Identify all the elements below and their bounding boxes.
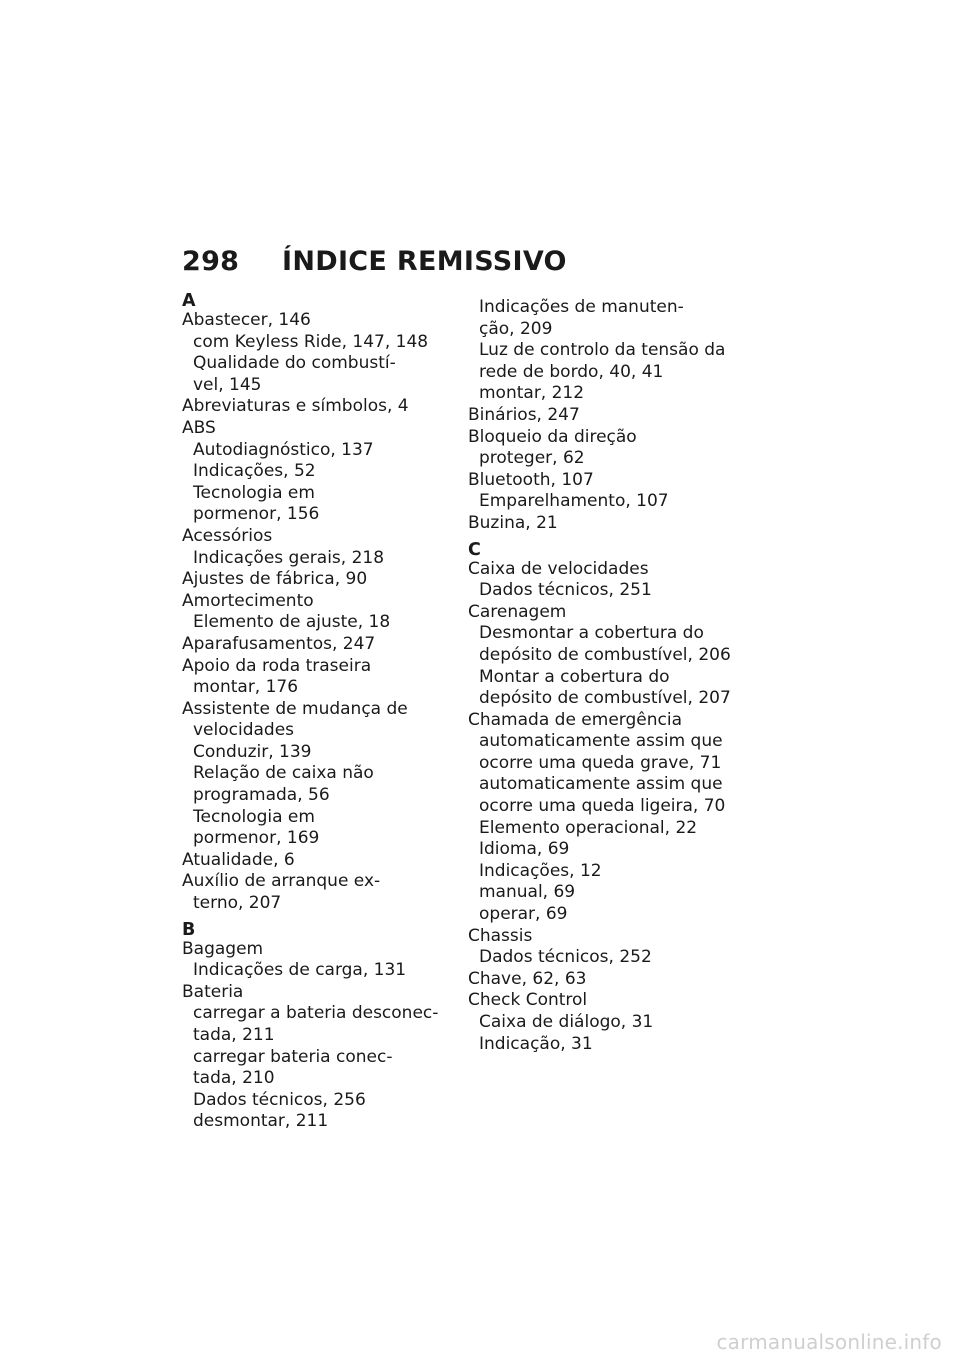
index-subentry: carregar a bateria desconec- — [193, 1003, 439, 1024]
index-section-letter: B — [182, 919, 196, 940]
index-entry: Chave, 62, 63 — [468, 968, 587, 989]
index-subentry: velocidades — [193, 720, 295, 741]
index-subentry: ocorre uma queda grave, 71 — [479, 752, 722, 773]
index-subentry: ção, 209 — [479, 318, 553, 339]
index-section-letter: C — [468, 539, 481, 560]
index-subentry: tada, 210 — [193, 1068, 275, 1089]
index-subentry: automaticamente assim que — [479, 731, 723, 752]
index-subentry: Elemento operacional, 22 — [479, 817, 698, 838]
index-subentry: Tecnologia em — [193, 806, 315, 827]
index-subentry: Tecnologia em — [193, 482, 315, 503]
index-subentry: pormenor, 169 — [193, 828, 320, 849]
index-subentry: Relação de caixa não — [193, 763, 374, 784]
index-entry: Abreviaturas e símbolos, 4 — [182, 396, 409, 417]
index-subentry: ocorre uma queda ligeira, 70 — [479, 796, 726, 817]
index-entry: Carenagem — [468, 601, 567, 622]
index-entry: Auxílio de arranque ex- — [182, 871, 381, 892]
index-subentry: Caixa de diálogo, 31 — [479, 1012, 654, 1032]
index-entry: Chamada de emergência — [468, 709, 682, 730]
index-subentry: desmontar, 211 — [193, 1111, 329, 1132]
index-entry: Binários, 247 — [468, 404, 580, 425]
index-entry: Caixa de velocidades — [468, 558, 649, 579]
index-entry: ABS — [182, 417, 216, 438]
index-subentry: Dados técnicos, 252 — [479, 947, 652, 968]
watermark-text: carmanualsonline.info — [716, 1330, 942, 1354]
index-entry: Bateria — [182, 981, 244, 1002]
index-entry: Assistente de mudança de — [182, 698, 408, 719]
index-entry: Acessórios — [182, 525, 273, 546]
index-subentry: depósito de combustível, 207 — [479, 688, 731, 709]
index-column-right — [468, 297, 748, 1055]
index-subentry: montar, 212 — [479, 383, 585, 404]
index-entry: Bluetooth, 107 — [468, 469, 594, 490]
index-subentry: com Keyless Ride, 147, 148 — [193, 331, 429, 352]
page-title: ÍNDICE REMISSIVO — [282, 246, 567, 277]
index-entry: Chassis — [468, 925, 533, 946]
index-subentry: Qualidade do combustí- — [193, 353, 396, 374]
index-subentry: Luz de controlo da tensão da — [479, 340, 726, 361]
index-subentry: Emparelhamento, 107 — [479, 491, 669, 512]
index-subentry: tada, 211 — [193, 1025, 275, 1045]
index-subentry: montar, 176 — [193, 677, 299, 698]
index-subentry: manual, 69 — [479, 882, 576, 903]
index-subentry: operar, 69 — [479, 904, 568, 925]
index-subentry: Conduzir, 139 — [193, 741, 312, 762]
page-header — [182, 246, 567, 277]
page-number: 298 — [182, 246, 240, 277]
index-subentry: Indicações, 52 — [193, 461, 316, 482]
index-subentry: depósito de combustível, 206 — [479, 644, 731, 665]
index-entry: Check Control — [468, 990, 588, 1011]
index-subentry: vel, 145 — [193, 374, 262, 395]
index-entry: Apoio da roda traseira — [182, 655, 372, 676]
index-section-letter: A — [182, 291, 196, 311]
index-entry: Atualidade, 6 — [182, 849, 295, 870]
index-subentry: Indicações gerais, 218 — [193, 547, 385, 568]
index-subentry: Montar a cobertura do — [479, 666, 670, 687]
index-column-left — [182, 292, 462, 1133]
index-subentry: terno, 207 — [193, 893, 282, 914]
index-subentry: Indicação, 31 — [479, 1033, 593, 1054]
index-entry: Buzina, 21 — [468, 512, 558, 533]
index-subentry: Indicações de manuten- — [479, 297, 684, 317]
index-subentry: Autodiagnóstico, 137 — [193, 439, 374, 460]
index-subentry: rede de bordo, 40, 41 — [479, 361, 664, 382]
index-subentry: automaticamente assim que — [479, 774, 723, 795]
index-subentry: Dados técnicos, 256 — [193, 1089, 366, 1110]
index-subentry: Desmontar a cobertura do — [479, 623, 704, 644]
index-subentry: pormenor, 156 — [193, 504, 320, 525]
index-subentry: programada, 56 — [193, 785, 330, 806]
index-entry: Bagagem — [182, 938, 264, 959]
index-subentry: proteger, 62 — [479, 448, 585, 469]
index-subentry: carregar bateria conec- — [193, 1046, 393, 1067]
index-subentry: Indicações de carga, 131 — [193, 960, 407, 981]
index-entry: Abastecer, 146 — [182, 310, 311, 330]
index-subentry: Indicações, 12 — [479, 860, 602, 881]
index-entry: Aparafusamentos, 247 — [182, 633, 376, 654]
index-subentry: Idioma, 69 — [479, 839, 570, 860]
index-entry: Amortecimento — [182, 590, 314, 611]
index-subentry: Elemento de ajuste, 18 — [193, 612, 391, 633]
index-entry: Ajustes de fábrica, 90 — [182, 569, 368, 590]
index-entry: Bloqueio da direção — [468, 426, 637, 447]
index-subentry: Dados técnicos, 251 — [479, 580, 652, 601]
